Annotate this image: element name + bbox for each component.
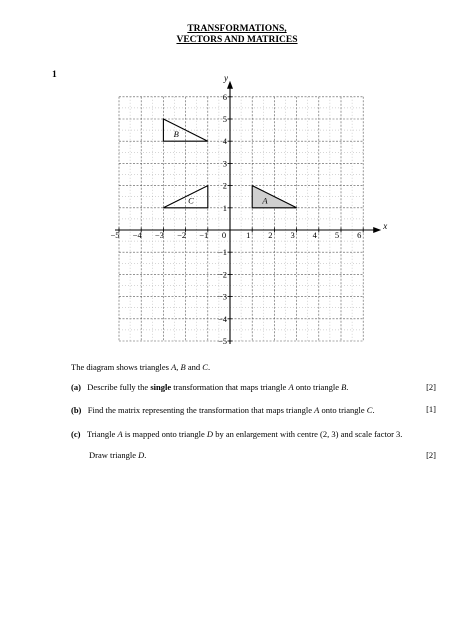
x-tick-label: 2 (268, 230, 273, 240)
question-part-c: (c) Triangle A is mapped onto triangle D by an enlargement with centre (2, 3) and scale factor 3. (71, 429, 403, 439)
y-axis-label: y (224, 72, 228, 83)
question-part-b: (b) Find the matrix representing the transformation that maps triangle A onto triangle C. (71, 405, 375, 415)
y-tick-label: 2 (222, 180, 227, 191)
triangle-label-a: A (262, 195, 268, 206)
question-part-a: (a) Describe fully the single transformation that maps triangle A onto triangle B. (71, 382, 349, 392)
marks-part-a: [2] (426, 382, 436, 392)
heading-line-2: VECTORS AND MATRICES (176, 35, 298, 45)
marks-part-c: [2] (426, 450, 436, 460)
x-tick-label: 3 (290, 230, 295, 240)
y-tick-label: 6 (222, 91, 227, 102)
y-tick-label: −5 (217, 336, 227, 346)
triangle-label-c: C (188, 195, 194, 206)
y-tick-label: 5 (222, 114, 227, 124)
intro-text: The diagram shows triangles A, B and C. (71, 362, 211, 372)
marks-part-b: [1] (426, 404, 436, 414)
y-tick-label: −2 (217, 269, 227, 280)
y-tick-label: 1 (222, 202, 227, 213)
x-tick-label: −3 (154, 230, 164, 240)
x-tick-label: −4 (132, 230, 142, 240)
x-tick-label: 4 (312, 230, 317, 240)
heading-line-1: TRANSFORMATIONS, (187, 24, 287, 34)
y-tick-label: 3 (222, 158, 227, 169)
x-tick-label: 0 (221, 230, 227, 240)
x-tick-label: −5 (110, 230, 120, 240)
x-axis-arrow (373, 227, 381, 233)
x-tick-label: 6 (357, 230, 362, 240)
x-tick-label: −1 (199, 230, 209, 240)
triangle-label-b: B (173, 128, 179, 139)
y-tick-label: −3 (217, 291, 227, 302)
x-axis-label: x (383, 221, 388, 231)
x-tick-label: 1 (246, 230, 251, 240)
part-c-draw-instruction: Draw triangle D. (89, 450, 147, 460)
x-tick-label: 5 (334, 230, 340, 240)
y-tick-label: −4 (217, 313, 227, 324)
x-tick-label: −2 (177, 230, 187, 240)
y-tick-label: 4 (222, 136, 227, 147)
y-tick-label: −1 (217, 247, 227, 258)
question-number: 1 (52, 70, 57, 80)
